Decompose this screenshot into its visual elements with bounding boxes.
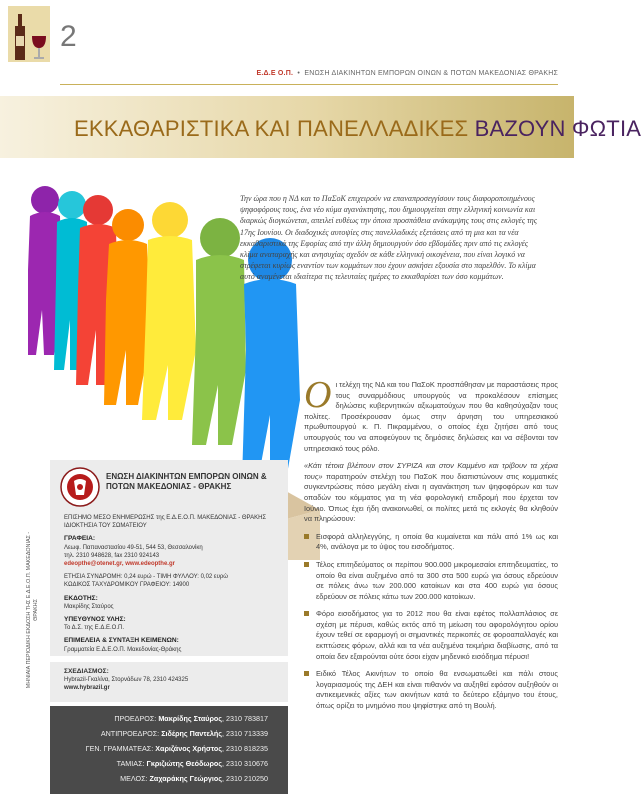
association-logo-icon: [60, 467, 100, 507]
tax-bullet-3: [304, 609, 558, 662]
tax-bullet-4: [304, 669, 558, 711]
board-name: Χαριζάνος Χρήστος: [155, 744, 223, 753]
page-title: [74, 116, 641, 142]
paragraph-2-quote: «Κάτι τέτοια βλέπουν στον ΣΥΡΙΖΑ και στον Καμμένο και τρίβουν τα χέρια τους»: [304, 461, 558, 481]
article-body: [304, 374, 558, 719]
page-number: 2: [60, 20, 77, 53]
official-medium: ΕΠΙΣΗΜΟ ΜΕΣΟ ΕΝΗΜΕΡΩΣΗΣ της Ε.Δ.Ε.Ο.Π. ΜΑΚΕΔΟΝΙΑΣ - ΘΡΑΚΗΣ: [64, 515, 267, 521]
bullet-text: Φόρο εισοδήματος για το 2012 που θα είναι εφέτος πολλαπλάσιος σε σχέση με πέρυσι, καθώς εκτός από τη μείωση του αφορολόγητου ορίου έχουν τεθεί σε εφαρμογή οι σημαντικές περικοπές σε φοροαπαλλαγές και εκπτώσεις φόρων, αλλά και τα νέα αυξημένα τεκμήρια διαβίωσης, από τα οποία δεν εξαιρούνται ούτε όσοι είχαν μηδενικό εισόδημα πέρυσι!: [316, 609, 558, 661]
board-row: [48, 774, 268, 783]
ownership: ΙΔΙΟΚΤΗΣΙΑ ΤΟΥ ΣΩΜΑΤΕΙΟΥ: [64, 523, 147, 530]
bullet-square-icon: [304, 671, 309, 676]
paragraph-2-text: παρατηρούν στελέχη του ΠαΣοΚ που διαπιστώνουν στις κομματικές συγκεντρώσεις πόσο μεγάλη είναι η αγανάκτηση των ψηφοφόρων και των οπαδών του κόμματος για τη νέα φορολογική επιδρομή που έρχεται τον Ιούνιο. Όπως έχει ήδη ανακοινωθεί, οι πολίτες μετά τις εκλογές θα κληθούν να πληρώσουν:: [304, 471, 558, 524]
board-phone: , 2310 210250: [222, 774, 268, 783]
subscription: ΕΤΗΣΙΑ ΣΥΝΔΡΟΜΗ: 0,24 ευρώ - ΤΙΜΗ ΦΥΛΛΟΥ: 0,02 ευρώ: [64, 574, 228, 581]
board-role: ΠΡΟΕΔΡΟΣ:: [114, 714, 157, 723]
wine-thumbnail: [8, 6, 50, 62]
header-org-full: ΕΝΩΣΗ ΔΙΑΚΙΝΗΤΩΝ ΕΜΠΟΡΩΝ ΟΙΝΩΝ & ΠΟΤΩΝ ΜΑΚΕΔΟΝΙΑΣ ΘΡΑΚΗΣ: [304, 70, 558, 77]
masthead-org-name: ΕΝΩΣΗ ΔΙΑΚΙΝΗΤΩΝ ΕΜΠΟΡΩΝ ΟΙΝΩΝ & ΠΟΤΩΝ ΜΑΚΕΔΟΝΙΑΣ - ΘΡΑΚΗΣ: [106, 472, 267, 491]
board-phone: , 2310 783817: [222, 714, 268, 723]
design-web-link[interactable]: www.hybrazil.gr: [64, 685, 110, 691]
email-web-link[interactable]: edeopthe@otenet.gr, www.edeopthe.gr: [64, 561, 175, 568]
publisher: Μακρίδης Σταύρος: [64, 603, 114, 610]
editing-label: ΕΠΙΜΕΛΕΙΑ & ΣΥΝΤΑΞΗ ΚΕΙΜΕΝΩΝ:: [64, 637, 179, 645]
masthead-spine: [22, 530, 48, 690]
board-name: Μακρίδης Σταύρος: [158, 714, 223, 723]
offices-label: ΓΡΑΦΕΙΑ:: [64, 535, 96, 543]
spine-text: ΜΗΝΙΑΙΑ ΠΕΡΙΟΔΙΚΗ ΕΚΔΟΣΗ ΤΗΣ Ε.Δ.Ε.Ο.Π. ΜΑΚΕΔΟΝΙΑΣ - ΘΡΑΚΗΣ: [26, 531, 39, 689]
board-phone: , 2310 713339: [222, 729, 268, 738]
running-header: Ε.Δ.Ε Ο.Π. • ΕΝΩΣΗ ΔΙΑΚΙΝΗΤΩΝ ΕΜΠΟΡΩΝ ΟΙΝΩΝ & ΠΟΤΩΝ ΜΑΚΕΔΟΝΙΑΣ ΘΡΑΚΗΣ: [256, 70, 558, 77]
header-rule: [60, 84, 558, 85]
bullet-text: Ειδικό Τέλος Ακινήτων το οποίο θα ενσωματωθεί και πάλι στους λογαριασμούς της ΔΕΗ και είναι πιθανόν να αυξηθεί εφόσον αυξηθούν οι αντικειμενικές αξίες των ακινήτων κατά το δεύτερο εξάμηνο του έτους, όπως ορίζει το μνημόνιο που ψηφίστηκε από τη Βουλή.: [316, 669, 558, 711]
masthead-details: [64, 514, 284, 654]
header-org-short: Ε.Δ.Ε Ο.Π.: [256, 70, 294, 77]
publisher-label: ΕΚΔΟΤΗΣ:: [64, 594, 98, 602]
article-paragraph-1: [304, 374, 558, 454]
board-role: ΤΑΜΙΑΣ:: [116, 759, 145, 768]
intro-paragraph: Την ώρα που η ΝΔ και το ΠαΣοΚ επιχειρούν να επαναπροσεγγίσουν τους διαφοροποιημένους ψηφοφόρους τους, ένα νέο κύμα αγανάκτησης, που δημιουργείται στην ελληνική κοινωνία και διαρκώς διογκώνεται, απειλεί ευθέως την όποια προσπάθεια ανάκαμψης τους στις εκλογές της 17ης Ιουνίου. Οι διαδοχικές αυτοψίες στις πανελλαδικές εξετάσεις από τη μια και τα νέα εκκαθαριστικά της Εφορίας από την άλλη δημιουργούν όσο εβδομάδες πριν από τις εκλογές κλίμα αναταραχής και ανησυχίας σχεδόν σε κάθε ελληνική οικογένεια, που είναι λογικό να στρέφεται κυρίως εναντίον των κομμάτων που έχουν ασκήσει εξουσία στο παρελθόν. Το κλίμα αυτό αναμένεται ιδιαίτερα τις τελευταίες ημέρες το εκκαθαρίσει των όσο κομμάτων.: [240, 194, 538, 282]
board-row: [48, 744, 268, 753]
responsible-label: ΥΠΕΥΘΥΝΟΣ ΥΛΗΣ:: [64, 616, 126, 624]
editing: Γραμματεία Ε.Δ.Ε.Ο.Π. Μακεδονίας-Θράκης: [64, 646, 182, 653]
bullet-square-icon: [304, 534, 309, 539]
tax-bullet-1: [304, 532, 558, 553]
board-of-directors: [50, 706, 288, 794]
paragraph-1-text: ι τελέχη της ΝΔ και του ΠαΣοΚ προσπάθησαν με παραστάσεις προς τους συναρμόδιους υπουργούς να προκαλέσουν επίσημες δηλώσεις κυβερνητικών αξιωματούχων που θα καθησύχαζαν τους πολίτες. Προσέκρουσαν όμως στην άρνηση του υπηρεσιακού πρωθυπουργού κ. Π. Πικραμμένου, ο οποίος έχει ζητήσει από τους υπουργούς του να αποφεύγουν τις δημόσιες δηλώσεις και να σέβονται τον υπηρεσιακό τους ρόλο.: [304, 380, 558, 453]
postal-code: ΚΩΔΙΚΟΣ ΤΑΧΥΔΡΟΜΙΚΟΥ ΓΡΑΦΕΙΟΥ: 14900: [64, 582, 190, 589]
design-credits: [64, 668, 188, 692]
board-name: Γκριζιώτης Θεόδωρος: [146, 759, 223, 768]
board-row: [48, 759, 268, 768]
board-role: ΓΕΝ. ΓΡΑΜΜΑΤΕΑΣ:: [85, 744, 154, 753]
bullet-square-icon: [304, 611, 309, 616]
board-name: Ζαχαράκης Γεώργιος: [149, 774, 223, 783]
address: Λεωφ. Παπαναστασίου 49-51, 544 53, Θεσσαλονίκη: [64, 544, 203, 551]
bullet-square-icon: [304, 562, 309, 567]
board-name: Σιδέρης Παντελής: [161, 729, 223, 738]
title-part1: ΕΚΚΑΘΑΡΙΣΤΙΚΑ ΚΑΙ ΠΑΝΕΛΛΑΔΙΚΕΣ: [74, 116, 469, 141]
title-part2: ΒΑΖΟΥΝ ΦΩΤΙΑ: [474, 116, 641, 141]
phone: τηλ. 2310 948628, fax 2310 924143: [64, 552, 160, 559]
board-role: ΑΝΤΙΠΡΟΕΔΡΟΣ:: [100, 729, 160, 738]
board-phone: , 2310 818235: [222, 744, 268, 753]
drop-cap: Ο: [304, 374, 332, 416]
design-info: Hybrazil-Γκαλίνα, Στορνάδων 78, 2310 424325: [64, 677, 189, 683]
board-role: ΜΕΛΟΣ:: [120, 774, 148, 783]
board-phone: , 2310 310676: [222, 759, 268, 768]
article-paragraph-2: [304, 461, 558, 525]
tax-bullet-2: [304, 560, 558, 602]
board-row: [48, 714, 268, 723]
bullet-text: Τέλος επιτηδεύματος οι περίπου 900.000 μικρομεσαίοι επιτηδευματίες, το οποίο θα είναι αυξημένο από τα 300 στα 500 ευρώ για όσους εδρεύουν σε πόλεις άνω των 200.000 κατοίκων και στα 400 ευρώ για όσους εδρεύουν σε πόλεις κάτω των 200.000 κατοίκων.: [316, 559, 558, 601]
board-row: [48, 729, 268, 738]
responsible: Το Δ.Σ. της Ε.Δ.Ε.Ο.Π.: [64, 625, 125, 632]
bullet-text: Εισφορά αλληλεγγύης, η οποία θα κυμαίνεται και πάλι από 1% ως και 4%, ανάλογα με το ύψος του εισοδήματος.: [316, 531, 558, 552]
design-label: ΣΧΕΔΙΑΣΜΟΣ:: [64, 668, 109, 675]
